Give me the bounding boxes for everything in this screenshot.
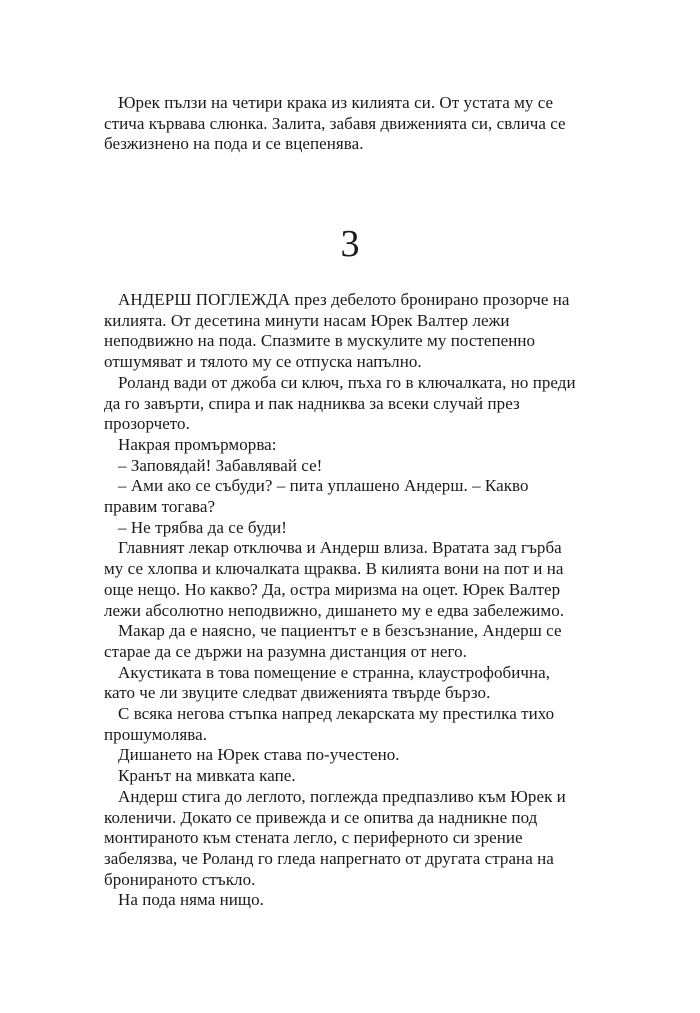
text-line: Андерш стига до леглото, поглежда предпазливо към Юрек и — [118, 786, 566, 806]
text-line: да го завърти, спира и пак надниква за всеки случай през — [104, 393, 520, 413]
text-line: коленичи. Докато се привежда и се опитва да надникне под — [104, 807, 538, 827]
text-line: бронираното стъкло. — [104, 869, 256, 889]
text-line: лежи абсолютно неподвижно, дишането му е едва забележимо. — [104, 600, 565, 620]
text-line: – Не трябва да се буди! — [118, 517, 288, 537]
chapter-body — [104, 290, 604, 911]
text-line: На пода няма нищо. — [118, 890, 264, 910]
text-line: Юрек пълзи на четири крака из килията си. От устата му се — [118, 93, 554, 112]
text-line: отшумяват и тялото му се отпуска напълно. — [104, 352, 422, 372]
text-line: – Ами ако се събуди? – пита уплашено Андерш. – Какво — [118, 476, 529, 496]
text-line: С всяка негова стъпка напред лекарската му престилка тихо — [118, 704, 555, 724]
text-line: стича кървава слюнка. Залита, забавя движенията си, свлича се — [104, 113, 566, 133]
text-line: още нещо. Но какво? Да, остра миризма на оцет. Юрек Валтер — [104, 579, 561, 599]
text-line: като че ли звуците следват движенията твърде бързо. — [104, 683, 491, 703]
text-line: Акустиката в това помещение е странна, клаустрофобична, — [118, 662, 551, 682]
text-line: прошумолява. — [104, 724, 207, 744]
text-line: Кранът на мивката капе. — [118, 766, 296, 786]
text-line: Макар да е наясно, че пациентът е в безсъзнание, Андерш се — [118, 621, 562, 641]
text-line: му се хлопва и ключалката щраква. В килията вони на пот и на — [104, 559, 564, 579]
text-line: старае да се държи на разумна дистанция от него. — [104, 641, 467, 661]
text-line: – Заповядай! Забавлявай се! — [118, 455, 323, 475]
text-line: АНДЕРШ ПОГЛЕЖДА през дебелото бронирано прозорче на — [118, 290, 570, 309]
previous-section-paragraph — [104, 93, 604, 155]
text-line: Роланд вади от джоба си ключ, пъха го в ключалката, но преди — [118, 372, 576, 392]
text-line: правим тогава? — [104, 497, 216, 517]
text-line: монтираното към стената легло, с периферното си зрение — [104, 828, 523, 848]
text-line: Накрая промърморва: — [118, 434, 277, 454]
text-line: килията. От десетина минути насам Юрек Валтер лежи — [104, 310, 510, 330]
chapter-number: 3 — [340, 223, 360, 265]
text-line: Дишането на Юрек става по-учестено. — [118, 745, 400, 765]
text-line: неподвижно на пода. Спазмите в мускулите му постепенно — [104, 331, 536, 351]
text-line: прозорчето. — [104, 414, 190, 434]
text-line: забелязва, че Роланд го гледа напрегнато от другата страна на — [104, 848, 554, 868]
text-line: безжизнено на пода и се вцепенява. — [104, 134, 364, 154]
text-line: Главният лекар отключва и Андерш влиза. Вратата зад гърба — [118, 538, 562, 558]
